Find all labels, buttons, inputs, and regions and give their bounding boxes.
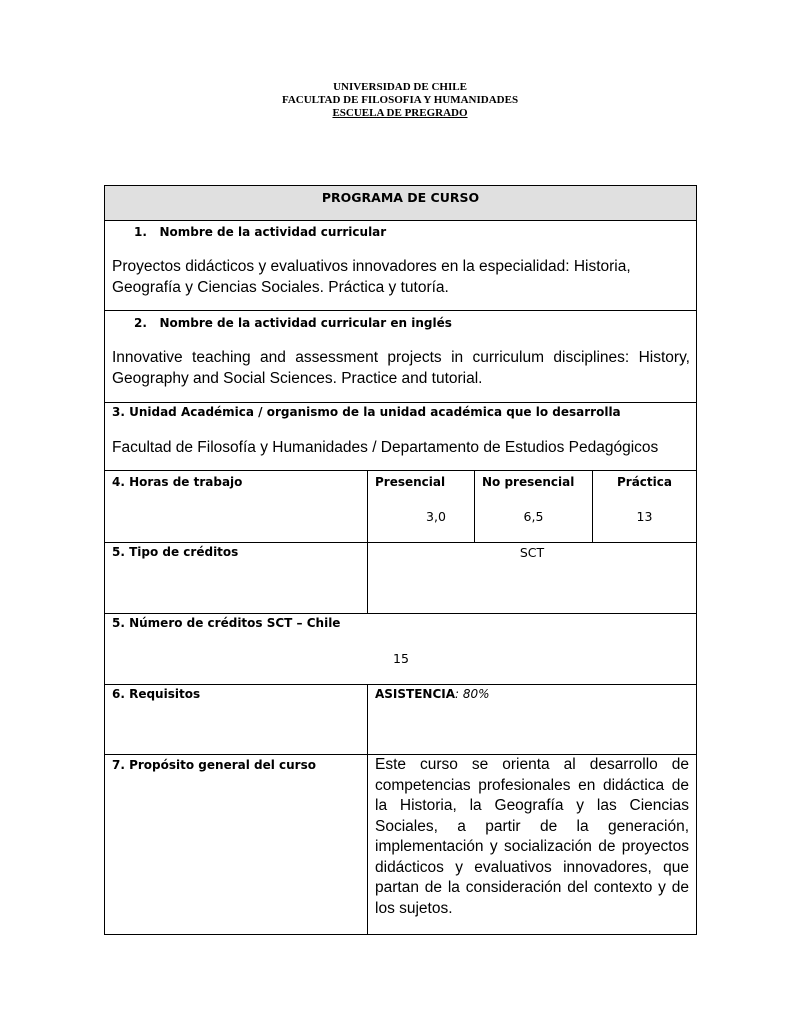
hours-presencial-value: 3,0: [426, 509, 446, 524]
university-name: UNIVERSIDAD DE CHILE: [333, 81, 467, 93]
table-title-cell: [104, 185, 697, 221]
section-2-label: 2. Nombre de la actividad curricular en inglés: [134, 316, 452, 330]
section-6-label-cell: [104, 684, 368, 755]
section-7-value: Este curso se orienta al desarrollo de competencias profesionales en didáctica de la Historia, la Geografía y las Ciencias Sociales, a partir de la generación, implementación y socialización de proyectos didácticos y evaluativos innovadores, que partan de la consideración del contexto y de los sujetos.: [375, 756, 689, 917]
section-2: [104, 310, 697, 403]
section-3-value: Facultad de Filosofía y Humanidades / Departamento de Estudios Pedagógicos: [112, 439, 659, 456]
section-6-value-cell: [367, 684, 697, 755]
hours-practica-value: 13: [636, 509, 653, 524]
hours-presencial-cell: [367, 470, 475, 543]
section-1-label: 1. Nombre de la actividad curricular: [134, 225, 387, 239]
section-4-label-cell: [104, 470, 368, 543]
school-name: ESCUELA DE PREGRADO: [332, 107, 468, 119]
hours-presencial-label: Presencial: [375, 475, 446, 489]
table-title: PROGRAMA DE CURSO: [321, 190, 480, 205]
section-3: [104, 402, 697, 471]
requirement-label: ASISTENCIA: [375, 687, 456, 701]
section-1: [104, 220, 697, 311]
section-2-value: Innovative teaching and assessment projects in curriculum disciplines: History, Geography and Social Sciences. Practice and tutorial.: [112, 349, 690, 387]
section-7-label-cell: [104, 754, 368, 935]
section-4-label: 4. Horas de trabajo: [112, 475, 243, 489]
hours-no-presencial-label: No presencial: [482, 475, 575, 489]
section-7-value-cell: [367, 754, 697, 935]
section-6-label: 6. Requisitos: [112, 687, 201, 701]
section-5-label-cell: [104, 542, 368, 614]
section-5-label: 5. Tipo de créditos: [112, 545, 239, 559]
faculty-name: FACULTAD DE FILOSOFIA Y HUMANIDADES: [281, 94, 519, 106]
section-3-label: 3. Unidad Académica / organismo de la unidad académica que lo desarrolla: [112, 405, 621, 419]
hours-no-presencial-value: 6,5: [523, 509, 544, 524]
section-7-label: 7. Propósito general del curso: [112, 758, 316, 772]
section-5-value-cell: [367, 542, 697, 614]
hours-practica-label: Práctica: [617, 475, 672, 489]
hours-no-presencial-cell: [474, 470, 593, 543]
requirement-value: : 80%: [455, 687, 490, 701]
section-5b: [104, 613, 697, 685]
section-5b-value: 15: [393, 651, 409, 666]
section-1-value: Proyectos didácticos y evaluativos innovadores en la especialidad: Historia, Geografía y Ciencias Sociales. Práctica y tutoría.: [112, 258, 631, 296]
section-5b-label: 5. Número de créditos SCT – Chile: [112, 616, 341, 630]
section-5-value: SCT: [519, 545, 545, 560]
hours-practica-cell: [592, 470, 697, 543]
